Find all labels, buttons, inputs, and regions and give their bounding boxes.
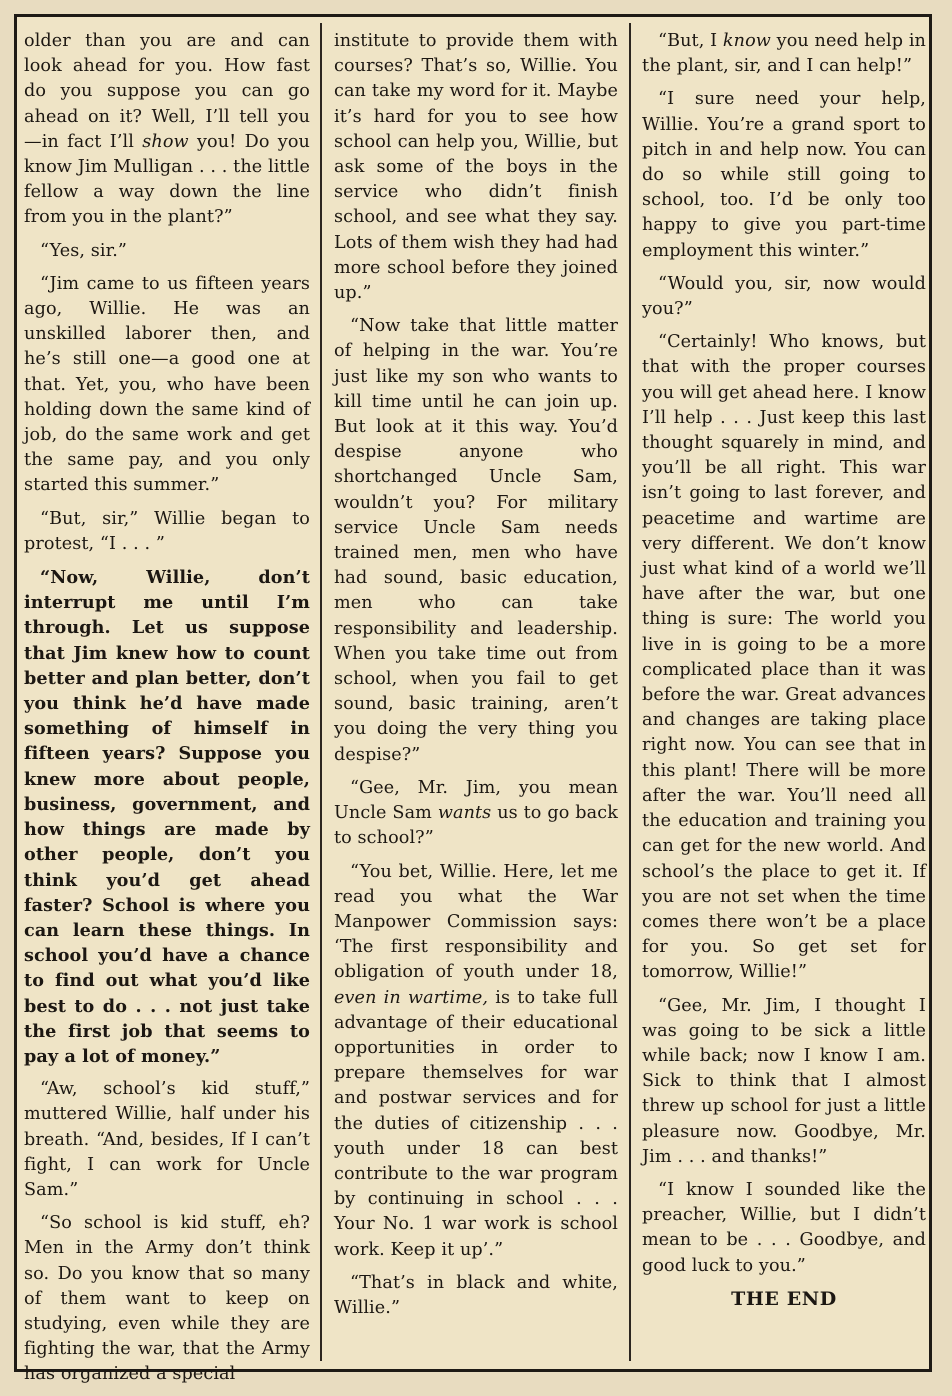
paragraph: “Gee, Mr. Jim, I thought I was going to be sick a little while back; now I know I am. Sick to think that I almost threw up school for just a little pleasure now. Goodbye, Mr. Jim . . . and thanks!” (642, 995, 926, 1167)
text-page (14, 14, 932, 1385)
paragraph: “So school is kid stuff, eh? Men in the Army don’t think so. Do you know that so many of them want to keep on studying, even while they are fighting the war, that the Army has organized a special (24, 1213, 310, 1385)
paragraph: “You bet, Willie. Here, let me read you what the War Manpower Commission says: ‘The first responsibility and obligation of youth under 18, even in wartime, is to take full advantage of their educational opportunities in order to prepare themselves for war and postwar services and for the duties of citizenship . . . youth under 18 can best contribute to the war program by continuing in school . . . Your No. 1 war work is school work. Keep it up’.” (334, 861, 618, 1260)
column-2 (334, 29, 618, 1329)
paragraph: “That’s in black and white, Willie.” (334, 1272, 618, 1318)
paragraph: older than you are and can look ahead for you. How fast do you suppose you can go ahead on it? Well, I’ll tell you —in fact I’ll show you! Do you know Jim Mulligan . . . the little fellow a way down the line from you in the plant?” (24, 31, 310, 228)
paragraph: “But, I know you need help in the plant, sir, and I can help!” (642, 31, 926, 77)
paragraph: institute to provide them with courses? That’s so, Willie. You can take my word for it. Maybe it’s hard for you to see how school can help you, Willie, but ask some of the boys in the service who didn’t finish school, and see what they say. Lots of them wish they had had more school before they joined up.” (334, 31, 618, 304)
paragraph: “I sure need your help, Willie. You’re a grand sport to pitch in and help now. You can do so while still going to school, too. I’d be only too happy to give you part-time employment this winter.” (642, 89, 926, 261)
paragraph: “Now take that little matter of helping in the war. You’re just like my son who wants to kill time until he can join up. But look at it this way. You’d despise anyone who shortchanged Uncle Sam, wouldn’t you? For military service Uncle Sam needs trained men, men who have had sound, basic education, men who can take responsibility and leadership. When you take time out from school, when you fail to get sound, basic training, aren’t you doing the very thing you despise?” (334, 316, 618, 765)
paragraph: “Aw, school’s kid stuff,” muttered Willie, half under his breath. “And, besides, If I can’t fight, I can work for Uncle Sam.” (24, 1079, 310, 1200)
paragraph: “Certainly! Who knows, but that with the proper courses you will get ahead here. I know I’ll help . . . Just keep this last thought squarely in mind, and you’ll be all right. This war isn’t going to last forever, and peacetime and wartime are very different. We don’t know just what kind of a world we’ll have after the war, but one thing is sure: The world you live in is going to be a more complicated place than it was before the war. Great advances and changes are taking place right now. You can see that in this plant! There will be more after the war. You’ll need all the education and training you can get for the new world. And school’s the place to get it. If you are not set when the time comes there won’t be a place for you. So get set for tomorrow, Willie!” (642, 332, 926, 983)
paragraph: “Jim came to us fifteen years ago, Willie. He was an unskilled laborer then, and he’s still one—a good one at that. Yet, you, who have been holding down the same kind of job, do the same work and get the same pay, and you only started this summer.” (24, 273, 310, 496)
column-divider (629, 23, 631, 1361)
paragraph: “Gee, Mr. Jim, you mean Uncle Sam wants us to go back to school?” (334, 777, 618, 849)
column-3 (642, 29, 926, 1312)
paragraph: “Would you, sir, now would you?” (642, 273, 926, 320)
paragraph: “Yes, sir.” (40, 240, 128, 261)
paragraph: “I know I sounded like the preacher, Willie, but I didn’t mean to be . . . Goodbye, and good luck to you.” (642, 1179, 926, 1276)
paragraph: “Now, Willie, don’t interrupt me until I’m through. Let us suppose that Jim knew how to count better and plan better, don’t you think he’d have made something of himself in fifteen years? Suppose you knew more about people, business, government, and how things are made by other people, don’t you think you’d get ahead faster? School is where you can learn these things. In school you’d have a chance to find out what you’d like best to do . . . not just take the first job that seems to pay a lot of money.” (24, 567, 310, 1067)
column-divider (320, 23, 322, 1361)
the-end-label: THE END (731, 1287, 837, 1310)
paragraph: “But, sir,” Willie began to protest, “I . . . ” (24, 508, 310, 554)
column-1 (24, 29, 310, 1396)
